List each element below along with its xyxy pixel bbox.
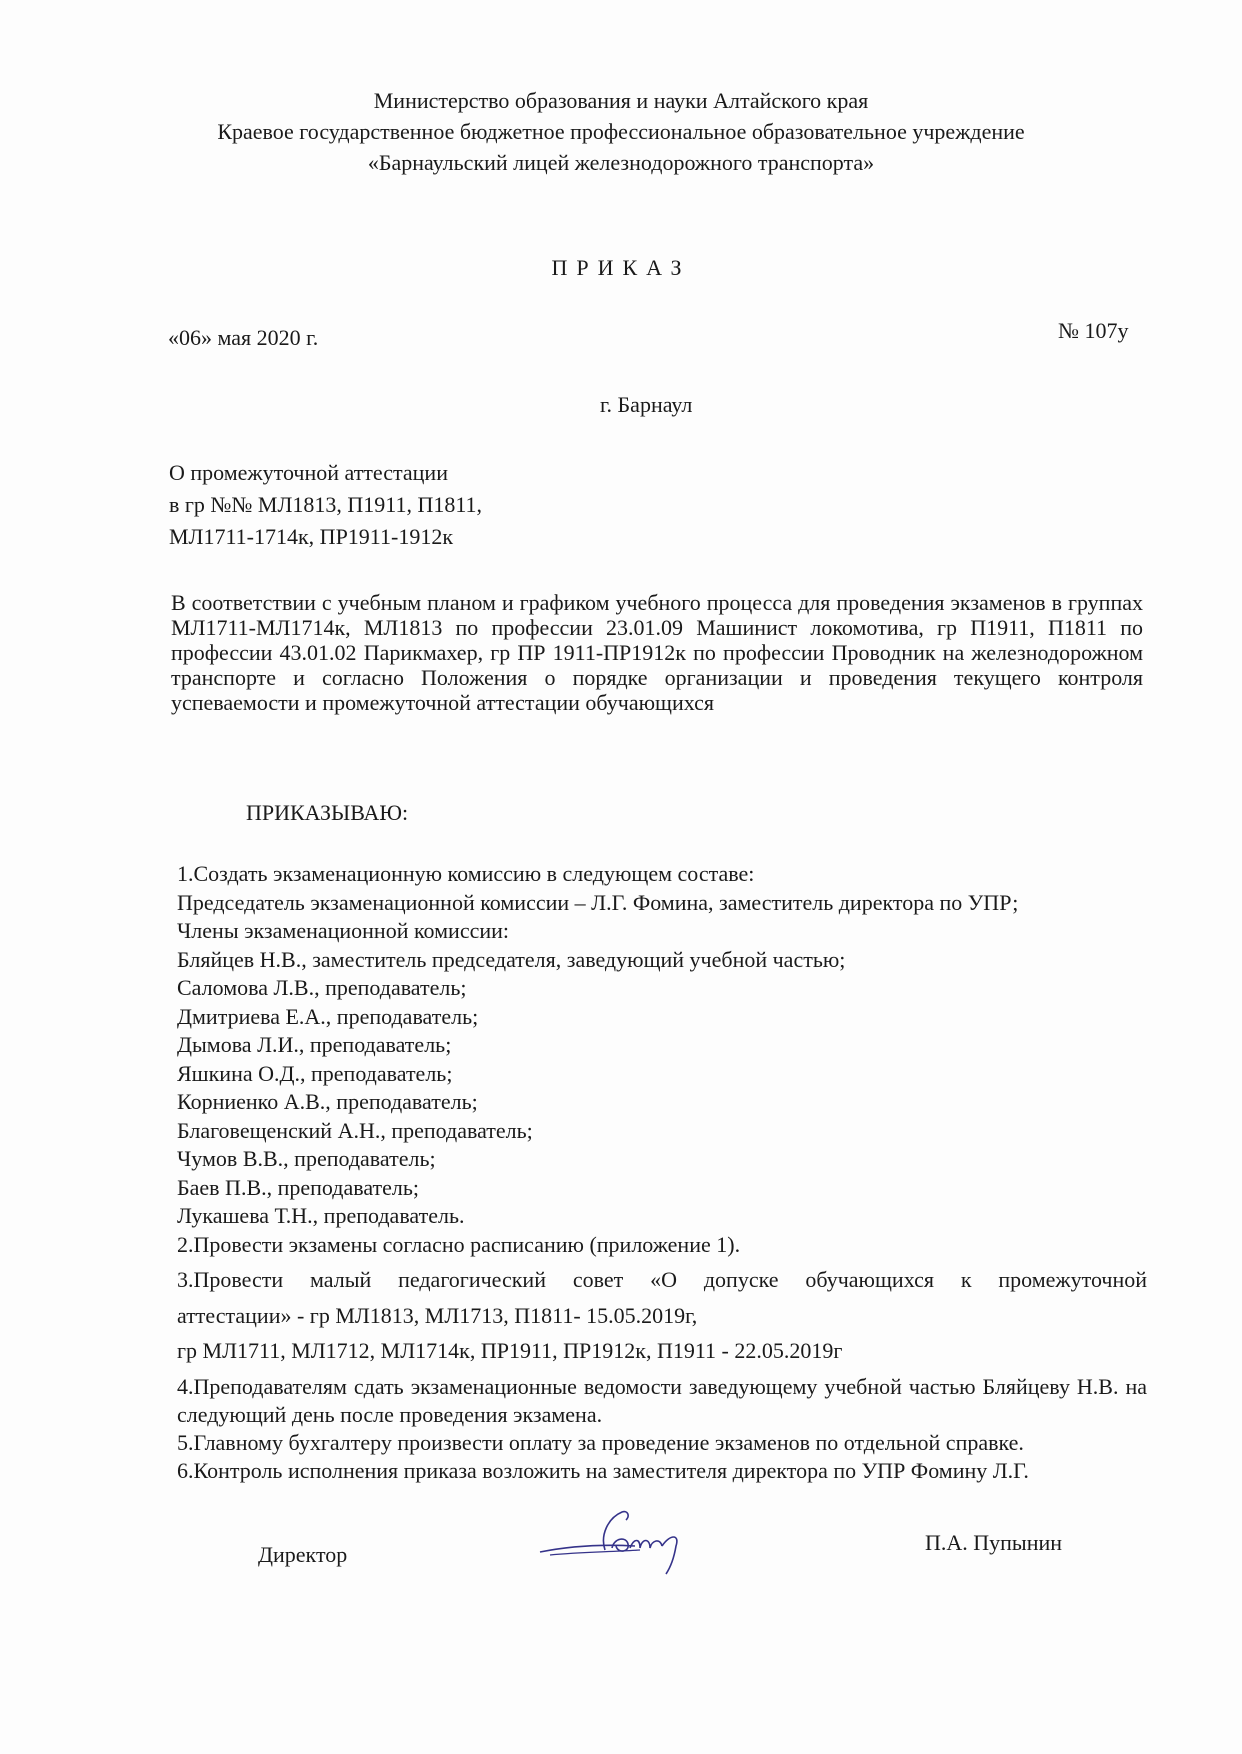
signature-name: П.А. Пупынин: [925, 1530, 1063, 1555]
item-3-line-1: 3.Провести малый педагогический совет «О допуске обучающихся к промежуточной: [177, 1267, 1147, 1292]
order-city: г. Барнаул: [600, 392, 693, 417]
order-items: [177, 860, 1147, 1486]
member-10: Лукашева Т.Н., преподаватель.: [177, 1203, 465, 1228]
subject-line-1: О промежуточной аттестации: [169, 460, 448, 485]
preamble-paragraph: В соответствии с учебным планом и графиком учебного процесса для проведения экзаменов в группах МЛ1711-МЛ1714к, МЛ1813 по профессии 23.01.09 Машинист локомотива, гр П1911, П1811 по профессии 43.01.02 Парикмахер, гр ПР 1911-ПР1912к по профессии Проводник на железнодорожном транспорте и согласно Положения о порядке организации и проведения текущего контроля успеваемости и промежуточной аттестации обучающихся: [171, 590, 1143, 715]
members-title: Члены экзаменационной комиссии:: [177, 918, 510, 943]
document-title: ПРИКАЗ: [551, 255, 691, 280]
commission-chair: Председатель экзаменационной комиссии – Л.Г. Фомина, заместитель директора по УПР;: [177, 889, 1019, 915]
item-3-line-2: аттестации» - гр МЛ1813, МЛ1713, П1811- 15.05.2019г,: [177, 1302, 698, 1328]
institution-type-line: Краевое государственное бюджетное профессиональное образовательное учреждение: [217, 119, 1025, 144]
member-6: Корниенко А.В., преподаватель;: [177, 1089, 478, 1114]
order-number: № 107у: [1058, 318, 1129, 343]
member-1: Бляйцев Н.В., заместитель председателя, заведующий учебной частью;: [177, 946, 846, 972]
member-8: Чумов В.В., преподаватель;: [177, 1146, 436, 1171]
member-2: Саломова Л.В., преподаватель;: [177, 975, 467, 1000]
item-4: 4.Преподавателям сдать экзаменационные ведомости заведующему учебной частью Бляйцеву Н.В. на следующий день после проведения экзамена.: [177, 1373, 1147, 1427]
item-5: 5.Главному бухгалтеру произвести оплату за проведение экзаменов по отдельной справке.: [177, 1429, 1024, 1455]
item-2: 2.Провести экзамены согласно расписанию (приложение 1).: [177, 1231, 741, 1257]
item-3-line-3: гр МЛ1711, МЛ1712, МЛ1714к, ПР1911, ПР1912к, П1911 - 22.05.2019г: [177, 1338, 843, 1363]
handwritten-signature: [530, 1500, 730, 1580]
member-9: Баев П.В., преподаватель;: [177, 1174, 420, 1200]
order-word: ПРИКАЗЫВАЮ:: [246, 800, 409, 825]
institution-name-line: «Барнаульский лицей железнодорожного транспорта»: [367, 150, 875, 175]
member-5: Яшкина О.Д., преподаватель;: [177, 1060, 453, 1086]
member-7: Благовещенский А.Н., преподаватель;: [177, 1117, 533, 1143]
item-1: 1.Создать экзаменационную комиссию в следующем составе:: [177, 861, 755, 886]
order-date: «06» мая 2020 г.: [168, 325, 319, 350]
ministry-line: Министерство образования и науки Алтайского края: [373, 88, 869, 113]
subject-line-3: МЛ1711-1714к, ПР1911-1912к: [169, 524, 454, 549]
member-4: Дымова Л.И., преподаватель;: [177, 1032, 452, 1057]
signature-position: Директор: [258, 1542, 348, 1567]
subject-line-2: в гр №№ МЛ1813, П1911, П1811,: [169, 492, 483, 517]
member-3: Дмитриева Е.А., преподаватель;: [177, 1003, 479, 1029]
item-6: 6.Контроль исполнения приказа возложить на заместителя директора по УПР Фомину Л.Г.: [177, 1458, 1029, 1483]
